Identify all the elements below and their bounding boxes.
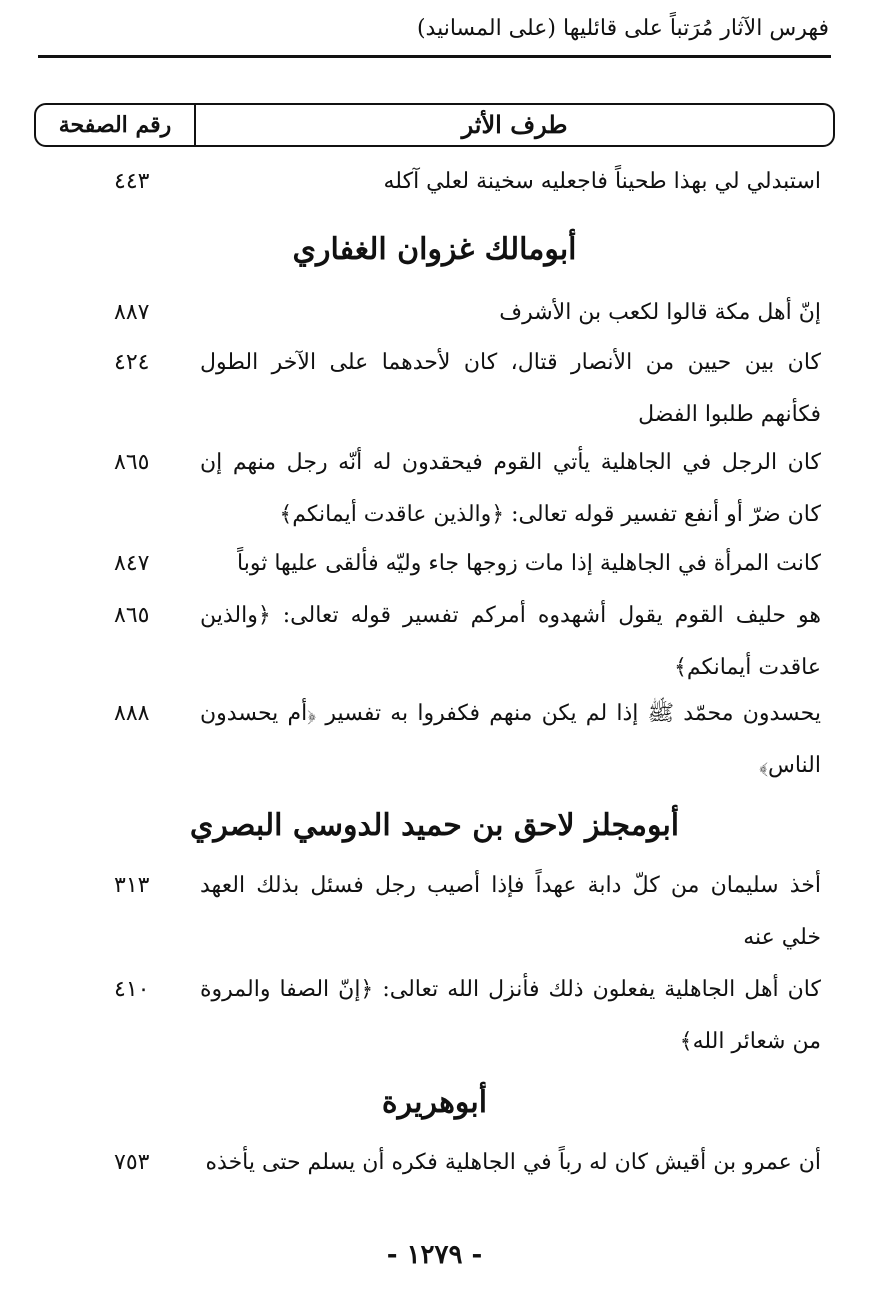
- section-heading: أبوهريرة: [381, 1085, 488, 1120]
- entry-text: كانت المرأة في الجاهلية إذا مات زوجها جاء وليّه فألقى عليها ثوباً: [237, 551, 821, 576]
- entry-page: ٤٢٤: [114, 350, 150, 375]
- index-entry: [40, 287, 821, 339]
- column-header: [34, 103, 835, 147]
- header-rule: [38, 55, 831, 58]
- page-number: - ١٢٧٩ -: [386, 1240, 483, 1270]
- index-entry: [40, 1137, 821, 1189]
- index-entry: [40, 590, 821, 694]
- entry-page: ٣١٣: [114, 873, 150, 898]
- section-heading: أبومالك غزوان الغفاري: [292, 232, 577, 267]
- entry-text: أن عمرو بن أقيش كان له رباً في الجاهلية فكره أن يسلم حتى يأخذه: [205, 1150, 821, 1175]
- entry-text: إنّ أهل مكة قالوا لكعب بن الأشرف: [499, 300, 821, 325]
- entry-text: كان الرجل في الجاهلية يأتي القوم فيحقدون له أنّه رجل منهم إن كان ضرّ أو أنفع تفسير قوله تعالى: ﴿والذين عاقدت أيمانكم﴾: [200, 450, 821, 527]
- entry-page: ٧٥٣: [114, 1150, 150, 1175]
- entry-text: أخذ سليمان من كلّ دابة عهداً فإذا أصيب رجل فسئل بذلك العهد خلي عنه: [200, 873, 821, 950]
- entry-page: ٤١٠: [114, 977, 150, 1002]
- index-entry: [40, 156, 821, 208]
- index-entry: [40, 437, 821, 541]
- entry-page: ٨٨٨: [114, 701, 150, 726]
- column-header-page: رقم الصفحة: [36, 105, 196, 145]
- section-heading: أبومجلز لاحق بن حميد الدوسي البصري: [189, 808, 680, 843]
- column-header-text: طرف الأثر: [461, 110, 568, 139]
- entry-page: ٨٨٧: [114, 300, 150, 325]
- entry-text: كان أهل الجاهلية يفعلون ذلك فأنزل الله تعالى: ﴿إنّ الصفا والمروة من شعائر الله﴾: [200, 977, 821, 1054]
- entry-text: هو حليف القوم يقول أشهدوه أمركم تفسير قوله تعالى: ﴿والذين عاقدت أيمانكم﴾: [200, 603, 821, 680]
- entry-text: يحسدون محمّد ﷺ إذا لم يكن منهم فكفروا به تفسير ﴿أم يحسدون الناس﴾: [200, 701, 821, 778]
- index-entry: [40, 860, 821, 964]
- index-entry: [40, 964, 821, 1068]
- entry-page: ٨٤٧: [114, 551, 150, 576]
- running-head: فهرس الآثار مُرَتباً على قائليها (على المسانيد): [416, 16, 829, 41]
- index-entry: [40, 337, 821, 441]
- entry-text: استبدلي لي بهذا طحيناً فاجعليه سخينة لعلي آكله: [383, 169, 821, 194]
- index-entry: [40, 688, 821, 792]
- entry-page: ٤٤٣: [114, 169, 150, 194]
- entry-page: ٨٦٥: [114, 603, 150, 628]
- index-entry: [40, 538, 821, 590]
- entry-text: كان بين حيين من الأنصار قتال، كان لأحدهما على الآخر الطول فكأنهم طلبوا الفضل: [200, 350, 821, 427]
- entry-page: ٨٦٥: [114, 450, 150, 475]
